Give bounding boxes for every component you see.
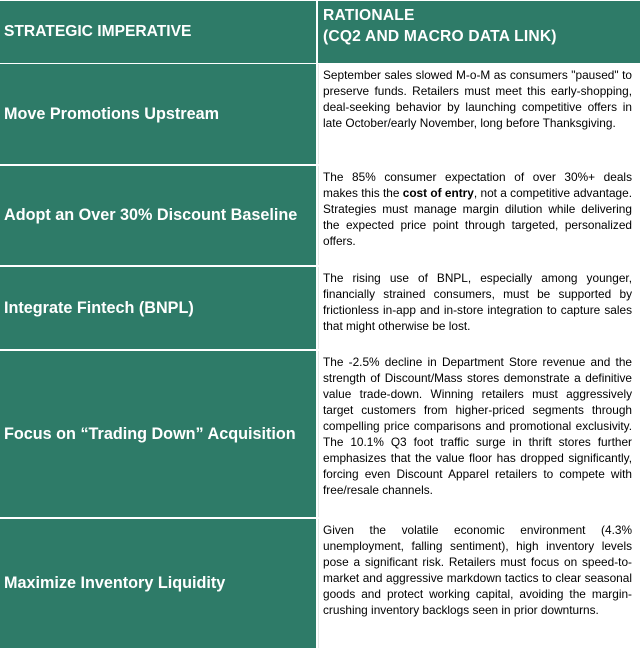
header-rationale-line1: RATIONALE [323,7,415,24]
rationale-cell: Given the volatile economic environment (4.3% unemployment, falling sentiment), high inventory levels pose a significant risk. Retailers must focus on speed-to-market and aggressive markdown tactics to clear seasonal goods and protect working capital, avoiding the margin-crushing inventory backlogs seen in prior downturns. [318,519,640,648]
header-rationale-line2: (CQ2 AND MACRO DATA LINK) [323,28,557,45]
rationale-cell: The -2.5% decline in Department Store revenue and the strength of Discount/Mass stores demonstrate a definitive value trade-down. Winning retailers must aggressively target customers from higher-priced segments through compelling price comparisons and promotional exclusivity. The 10.1% Q3 foot traffic surge in thrift stores further emphasizes that the value floor has dropped significantly, forcing even Discount Apparel retailers to compete with free/resale channels. [318,351,640,517]
table-row [0,519,640,648]
rationale-bold-text: cost of entry [402,186,474,200]
imperative-cell: Maximize Inventory Liquidity [0,519,318,648]
rationale-cell [318,166,640,265]
imperative-cell: Move Promotions Upstream [0,64,318,164]
table-row [0,166,640,267]
rationale-cell: The rising use of BNPL, especially among younger, financially strained consumers, must be supported by frictionless in-app and in-store integration to capture sales that might otherwise be lost. [318,267,640,349]
imperative-cell: Adopt an Over 30% Discount Baseline [0,166,318,265]
table-header-row [0,1,640,64]
table-row [0,64,640,166]
table-row [0,351,640,519]
imperative-cell: Integrate Fintech (BNPL) [0,267,318,349]
imperative-cell: Focus on “Trading Down” Acquisition [0,351,318,517]
header-strategic-imperative: STRATEGIC IMPERATIVE [0,1,318,63]
header-rationale [318,1,640,63]
rationale-text: , not a competitive advantage. Strategies must manage margin dilution while delivering the expected price point through targeted, personalized offers. [323,186,632,248]
rationale-cell: September sales slowed M-o-M as consumers "paused" to preserve funds. Retailers must meet this early-shopping, deal-seeking behavior by launching competitive offers in late October/early November, long before Thanksgiving. [318,64,640,164]
table-row [0,267,640,351]
rationale-text: The 85% consumer expectation of over 30%+ deals makes this the [323,170,632,200]
